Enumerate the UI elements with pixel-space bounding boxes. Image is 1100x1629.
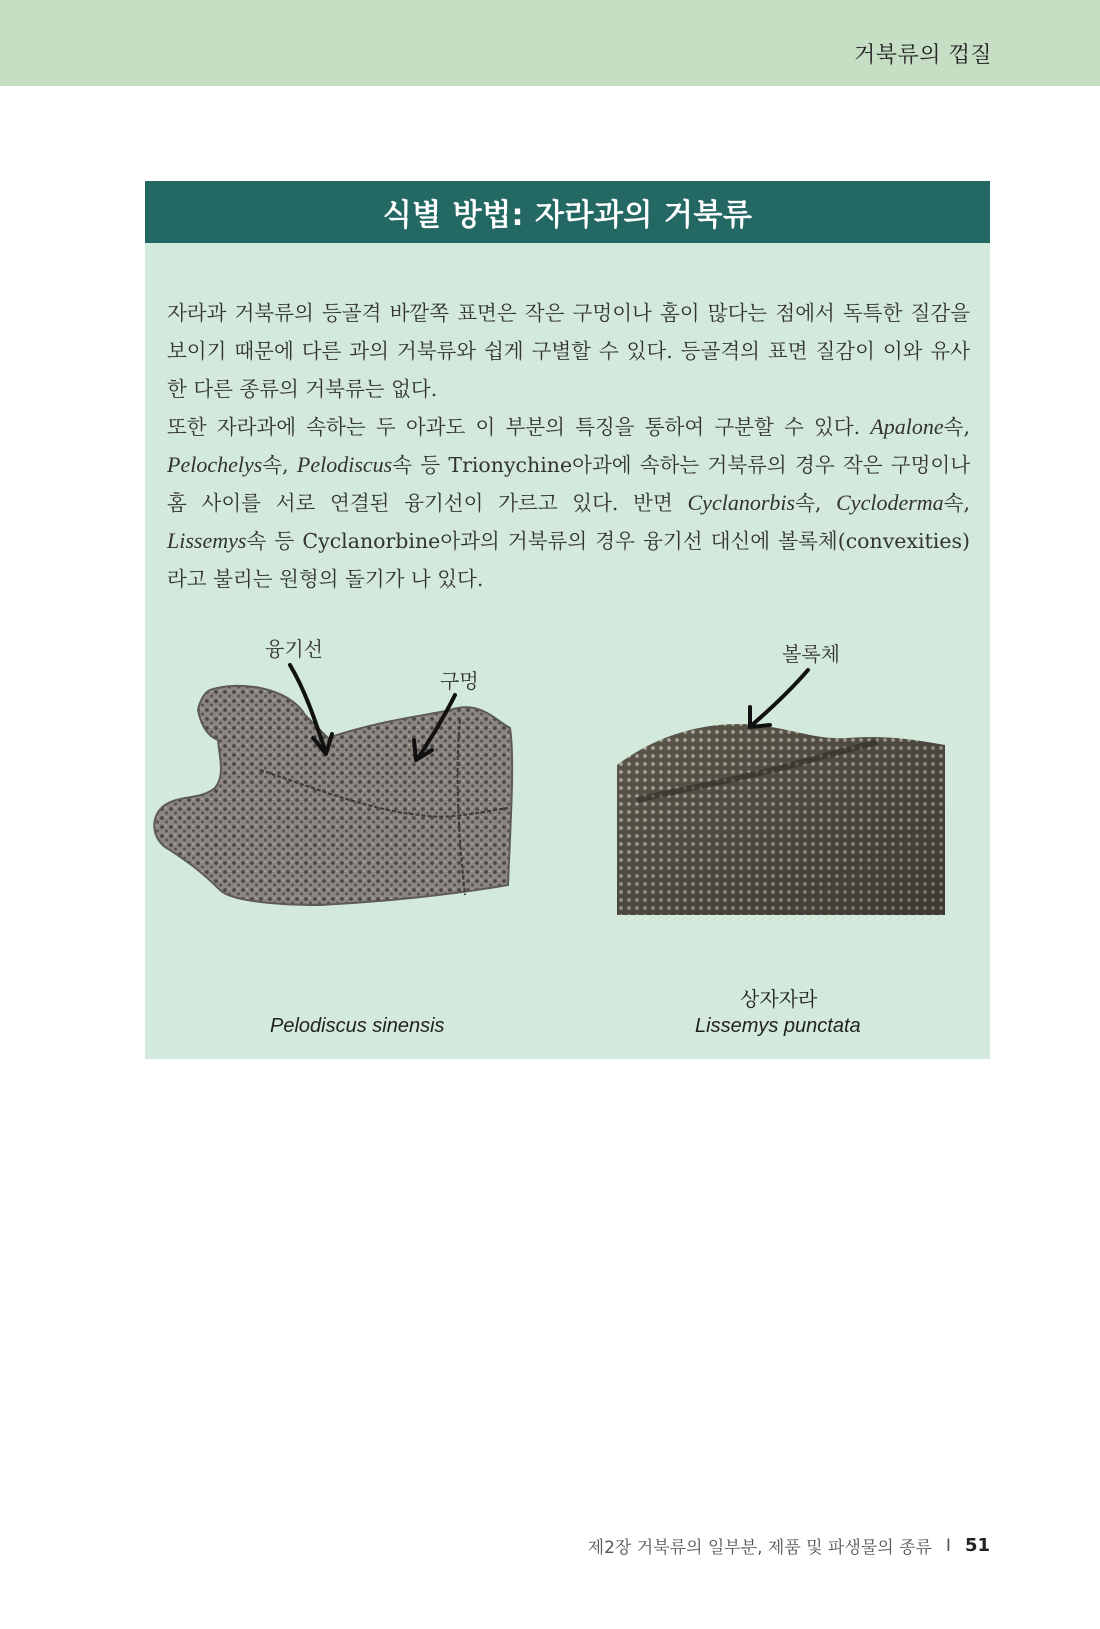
label-pit: 구멍 bbox=[440, 669, 479, 693]
genus-lissemys: Lissemys bbox=[167, 528, 247, 553]
box-body-text bbox=[167, 294, 970, 598]
p2-text: 속, bbox=[795, 491, 837, 515]
identification-box bbox=[145, 181, 990, 1059]
page-footer bbox=[588, 1533, 990, 1558]
p2-text: 또한 자라과에 속하는 두 아과도 이 부분의 특징을 통하여 구분할 수 있다. bbox=[167, 415, 871, 439]
label-convexity: 볼록체 bbox=[782, 642, 840, 666]
convexity-arrow bbox=[740, 665, 820, 735]
genus-cyclanorbis: Cyclanorbis bbox=[687, 490, 796, 515]
footer-chapter: 제2장 거북류의 일부분, 제품 및 파생물의 종류 bbox=[587, 1538, 932, 1558]
genus-pelodiscus: Pelodiscus bbox=[296, 452, 393, 477]
paragraph-1: 자라과 거북류의 등골격 바깥쪽 표면은 작은 구멍이나 홈이 많다는 점에서 독특한 질감을 보이기 때문에 다른 과의 거북류와 쉽게 구별할 수 있다. 등골격의 표면 질감이 이와 유사한 다른 종류의 거북류는 없다. bbox=[167, 301, 970, 401]
caption-lissemys: Lissemys punctata bbox=[695, 1015, 861, 1037]
footer-separator: I bbox=[945, 1535, 951, 1556]
p2-text: 속 등 Cyclanorbine아과의 거북류의 경우 융기선 대신에 볼록체(convexities)라고 불리는 원형의 돌기가 나 있다. bbox=[167, 529, 970, 591]
p2-text: 속, bbox=[262, 453, 297, 477]
page-number: 51 bbox=[964, 1535, 990, 1556]
caption-korean-lissemys: 상자자라 bbox=[740, 987, 818, 1011]
running-title: 거북류의 껍질 bbox=[853, 43, 992, 68]
box-title-bar bbox=[145, 181, 990, 243]
p2-text: 속 등 Trionychine아과에 속하는 거북류의 경우 작은 구멍이나 홈 사이를 서로 연결된 융기선이 가르고 있다. 반면 bbox=[167, 453, 970, 515]
paragraph-2 bbox=[167, 408, 970, 598]
genus-cycloderma: Cycloderma bbox=[836, 490, 944, 515]
box-title: 식별 방법: 자라과의 거북류 bbox=[382, 198, 753, 233]
label-ridge: 융기선 bbox=[265, 637, 323, 661]
p2-text: 속, bbox=[943, 491, 970, 515]
genus-apalone: Apalone bbox=[870, 414, 944, 439]
p2-text: 속, bbox=[943, 415, 970, 439]
caption-pelodiscus: Pelodiscus sinensis bbox=[270, 1015, 445, 1037]
lissemys-shell-photo bbox=[617, 720, 945, 915]
genus-pelochelys: Pelochelys bbox=[167, 452, 263, 477]
